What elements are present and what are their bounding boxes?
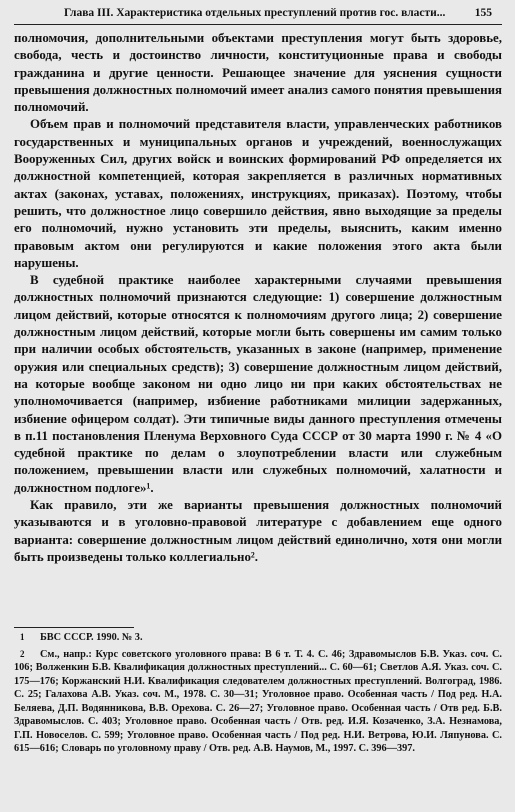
chapter-title: Глава III. Характеристика отдельных преступлений против гос. власти... <box>64 7 446 19</box>
paragraph: Объем прав и полномочий представителя власти, управленческих работников государственных и муниципальных органов и учреждений, военнослужащих Вооруженных Сил, других войск и воинских формирований РФ определяется их должностной компетенцией, которая закрепляется в различных нормативных актах (законах, уставах, положениях, инструкциях, приказах). Поэтому, чтобы решить, что должностное лицо совершило действия, явно выходящие за пределы его полномочий, нужно установить эти пределы, выяснить, каким именно правовым актом они регулируются и какие положения этого акта были нарушены. <box>14 117 502 270</box>
footnote-number: 1 <box>20 632 25 642</box>
footnotes <box>14 631 502 756</box>
running-header <box>14 6 502 25</box>
footnote <box>14 648 502 756</box>
footnote-number: 2 <box>20 648 25 659</box>
footnote-separator <box>14 627 134 628</box>
page-number: 155 <box>474 7 492 19</box>
footnote <box>14 631 502 645</box>
footnote-text: См., напр.: Курс советского уголовного права: В 6 т. Т. 4. С. 46; Здравомыслов Б.В. Указ. соч. С. 106; Волженкин Б.В. Квалификация должностных преступлений... С. 60—61; Светлов А.Я. Указ. соч. С. 175—176; Коржанский Н.И. Квалификация следователем должностных преступлений. Волгоград, 1986. С. 25; Галахова А.В. Указ. соч. М., 1978. С. 30—31; Уголовное право. Особенная часть / Под ред. Н.А. Беляева, Д.П. Водянникова, В.В. Орехова. С. 26—27; Уголовное право. Особенная часть / Отв ред. Б.В. Здравомыслов. С. 403; Уголовное право. Особенная часть / Отв. ред. И.Я. Козаченко, З.А. Незнамова, Г.П. Новоселов. С. 599; Уголовное право. Особенная часть / Под ред. Н.И. Ветрова, Ю.И. Ляпунова. С. 615—616; Словарь по уголовному праву / Отв. ред. А.В. Наумов, М., 1997. С. 396—397. <box>14 648 502 754</box>
footnote-text: БВС СССР. 1990. № 3. <box>40 632 143 643</box>
paragraph: Как правило, эти же варианты превышения должностных полномочий указываются и в уголовно-правовой литературе с добавлением еще одного варианта: совершение должностным лицом действий единолично, хотя они могли быть произведены только коллегиально². <box>14 498 502 564</box>
paragraph: полномочия, дополнительными объектами преступления могут быть здоровье, свобода, честь и достоинство личности, конституционные права и свободы гражданина и другие ценности. Решающее значение для уяснения сущности превышения должностных полномочий имеет анализ самого понятия превышения полномочий. <box>14 31 502 115</box>
paragraph: В судебной практике наиболее характерными случаями превышения должностных полномочий признаются следующие: 1) совершение должностным лицом действий, которые относятся к полномочиям другого лица; 2) совершение должностным лицом действий, которые могли быть совершены им самим только при наличии особых обстоятельств, указанных в законе (например, применение оружия или специальных средств); 3) совершение должностным лицом действий, на которые вообще законом ни одно лицо ни при каких обстоятельствах не уполномочивается (например, избиение работниками милиции задержанных, избиение офицером солдат). Эти типичные виды данного преступления отмечены в п.11 постановления Пленума Верховного Суда СССР от 30 марта 1990 г. № 4 «О судебной практике по делам о злоупотреблении власти или служебным положением, превышении власти или служебных полномочий, халатности и должностном подлоге»¹. <box>14 273 502 495</box>
main-text <box>14 30 502 566</box>
